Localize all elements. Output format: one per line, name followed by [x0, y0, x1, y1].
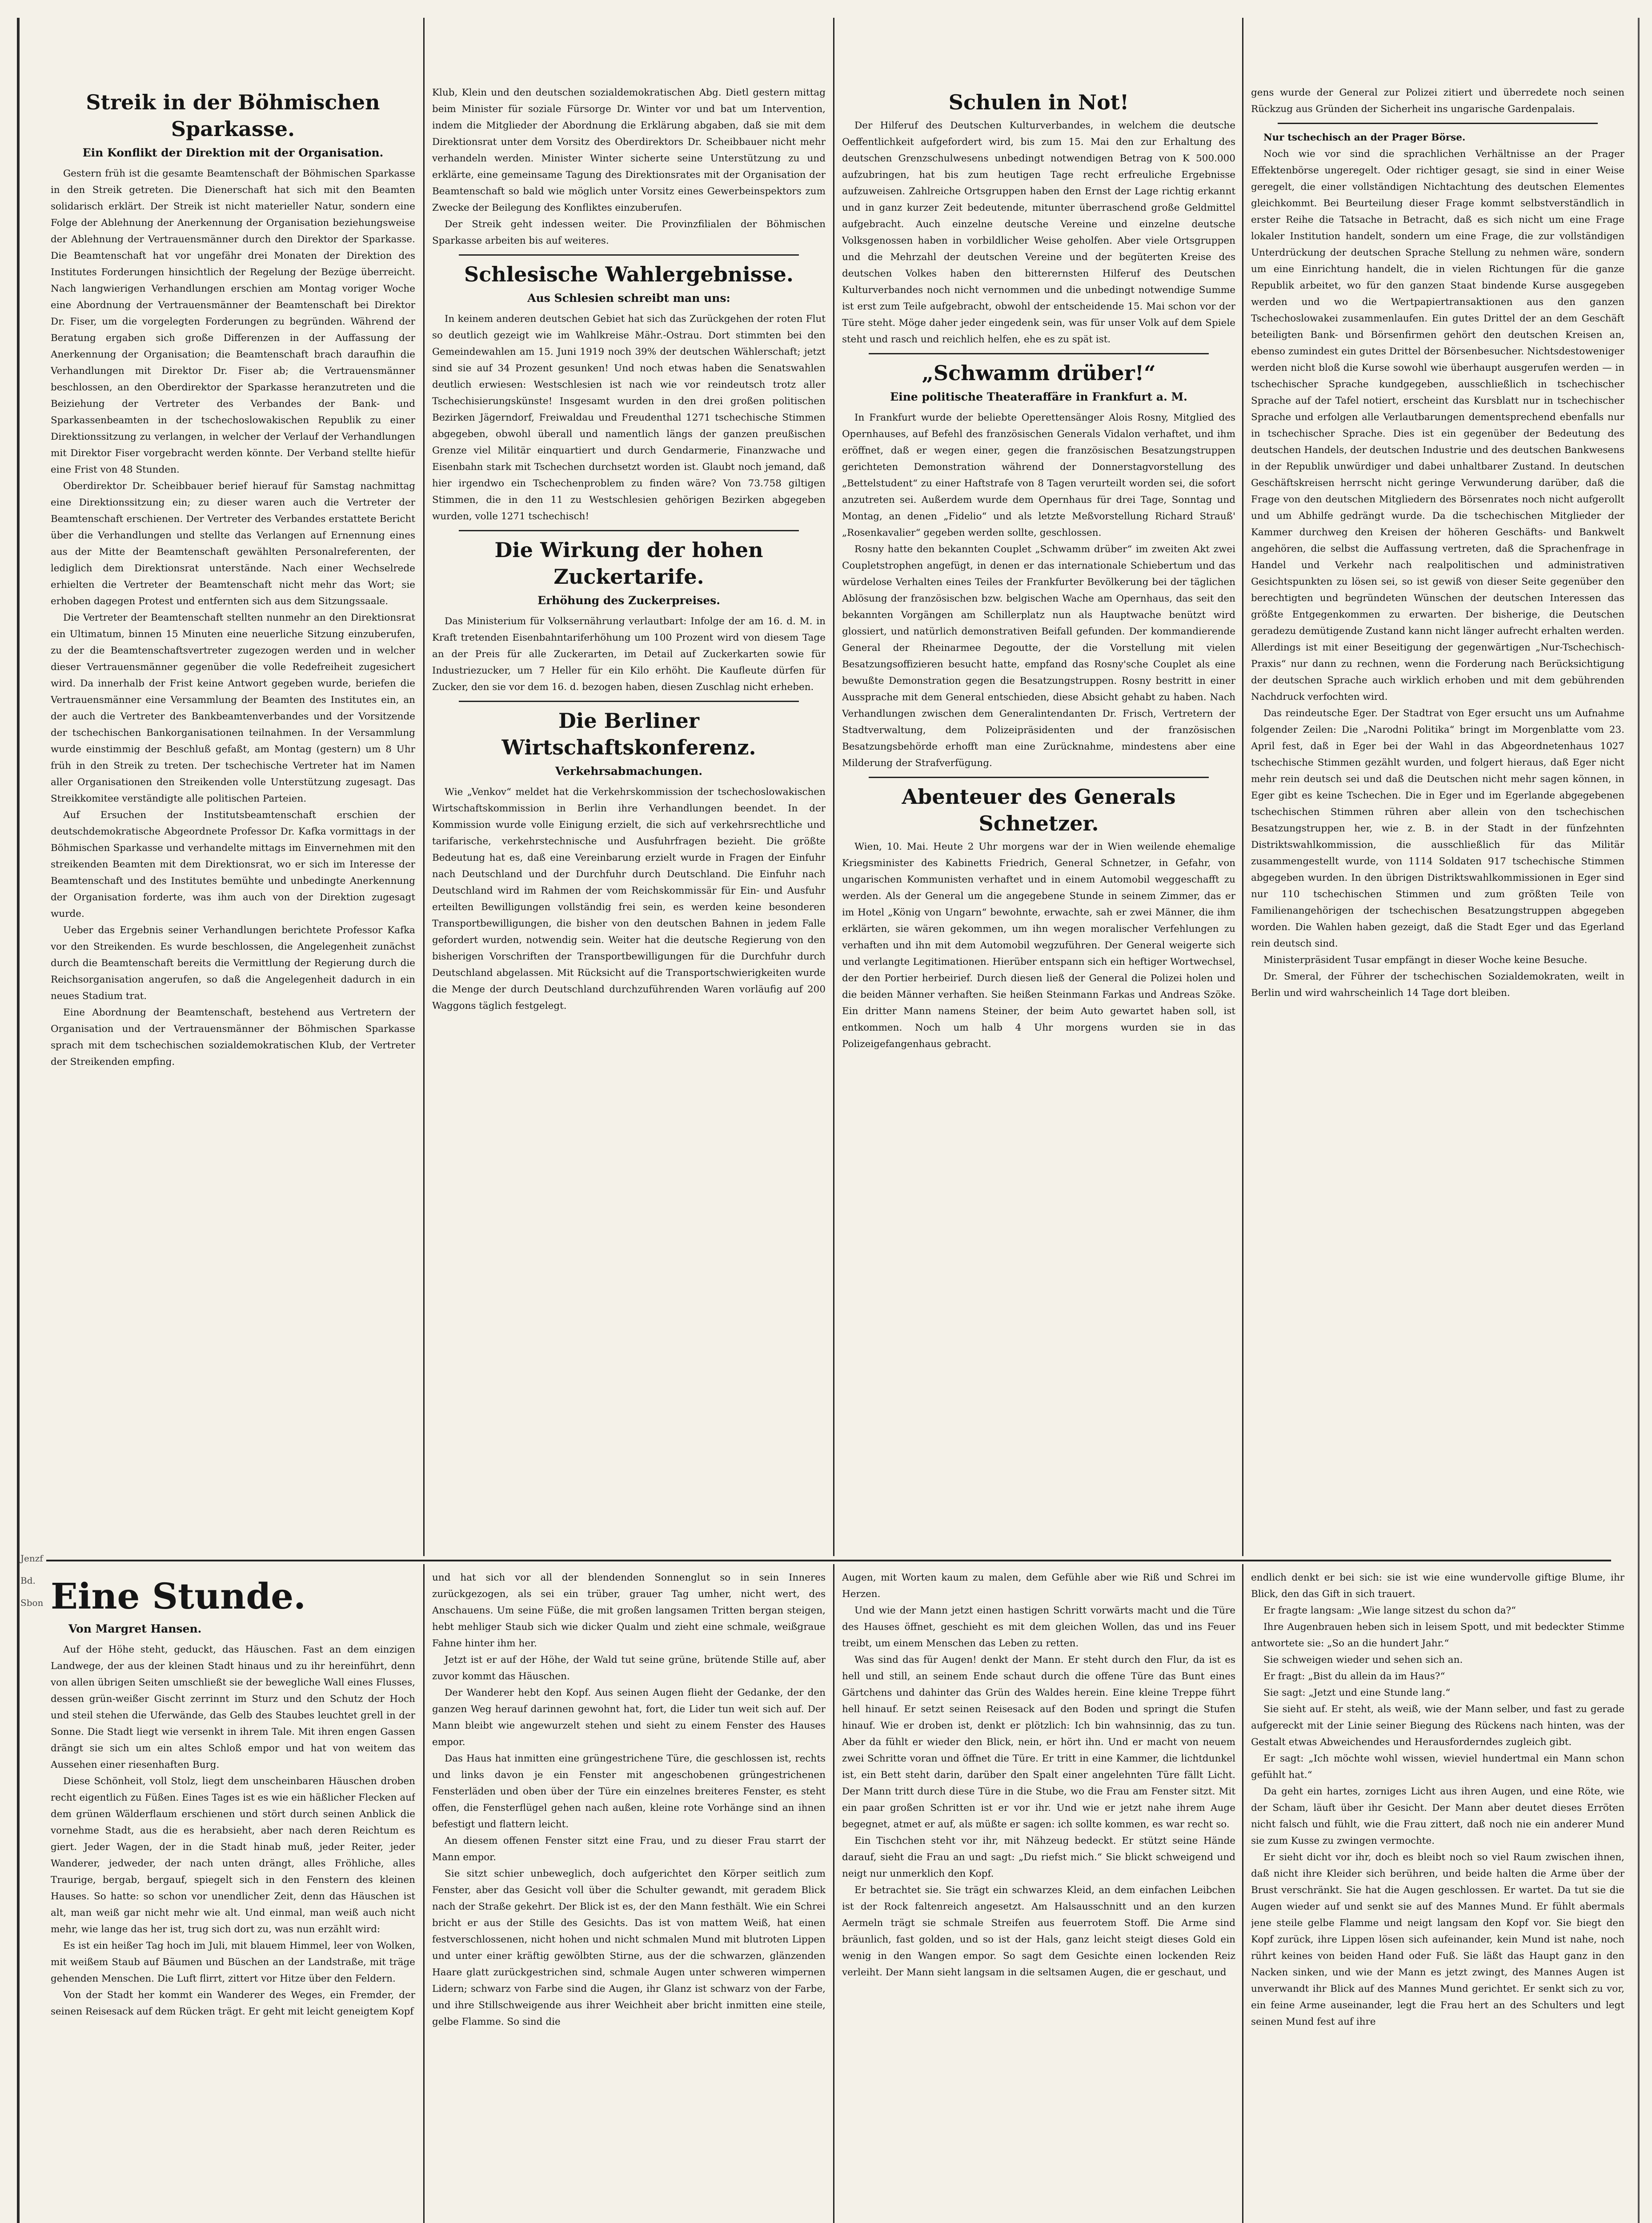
- subtitle-wirtschaftskonferenz: Verkehrsabmachungen.: [555, 765, 703, 778]
- article-paragraph: Noch wie vor sind die sprachlichen Verhältnisse an der Prager Effektenbörse ungeregelt. Oder richtiger gesagt, sie sind in einer Weise geregelt, die einer vollständigen Nichtachtung des deutschen Elementes gleichkommt. Bei Beurteilung dieser Frage kommt selbstverständlich in erster Reihe die Tatsache in Betracht, daß es sich nicht um eine Frage lokaler Institution handelt, sondern um eine Frage, die zur vollständigen Unterdrückung der deutschen Sprache Stellung zu nehmen wäre, sondern um eine Einrichtung handelt, die in vielen Richtungen für die ganze Republik arbeitet, wo für den ganzen Staat bindende Kurse ausgegeben werden und wo die Wertpapiertransaktionen aus den ganzen Tschechoslowakei zusammenlaufen. Ein gutes Drittel der an dem Geschäft beteiligten Bank- und Börsenfirmen gehört den deutschen Kreisen an, ebenso zumindest ein gutes Drittel der Börsenbesucher. Nichtsdestoweniger werden nicht bloß die Kurse sowohl wie überhaupt ausgerufen werden — in tschechischer Sprache kundgegeben, ausschließlich in tschechischer Sprache auf der Tafel notiert, erscheint das Kursblatt nur in tschechischer Sprache und erfolgen alle Verlautbarungen dementsprechend ebenfalls nur in tschechischer Sprache. Dies ist ein gegenüber der Bedeutung des deutschen Handels, der deutschen Industrie und des deutschen Bankwesens in der Republik unwürdiger und dabei unhaltbarer Zustand. In deutschen Geschäftskreisen herrscht nicht geringe Verwunderung darüber, daß die Frage von den deutschen Mitgliedern des Börsenrates noch nicht aufgerollt und um Abhilfe gedrängt wurde. Da die tschechischen Mitglieder der Kammer durchweg den Kreisen der höheren Geschäfts- und Bankwelt angehören, die selbst die Auffassung vertreten, daß die Sprachenfrage in Handel und Verkehr nach realpolitischen und administrativen Gesichtspunkten zu lösen sei, so ist gewiß von dieser Seite gegenüber den berechtigten und begründeten Wünschen der deutschen Interessen das größte Entgegenkommen zu erwarten. Der bisherige, die Deutschen geradezu demütigende Zustand kann nicht länger aufrecht erhalten werden. Allerdings ist mit einer Beseitigung der gegenwärtigen „Nur-Tschechisch-Praxis“ nur dann zu rechnen, wenn die Forderung nach Berücksichtigung der deutschen Sprache auch wirklich erhoben und mit dem gebührenden Nachdruck verfochten wird.: [1251, 148, 1624, 702]
- top-column-1: [51, 84, 415, 1554]
- article-paragraph: Das Ministerium für Volksernährung verlautbart: Infolge der am 16. d. M. in Kraft tretenden Eisenbahntariferhöhung um 100 Prozent wird von diesem Tage an der Preis für alle Zuckerarten, im Detail auf Zuckerkarten sowie für Industriezucker, um 7 Heller für ein Kilo erhöht. Die Kaufleute dürfen für Zucker, den sie vor dem 16. d. bezogen haben, diesen Zuschlag nicht erheben.: [432, 616, 826, 693]
- headline-abenteuer: Abenteuer des Generals Schnetzer.: [902, 785, 1176, 835]
- subtitle-wahlergebnisse: Aus Schlesien schreibt man uns:: [527, 292, 730, 305]
- story-paragraph: Ihre Augenbrauen heben sich in leisem Spott, und mit bedeckter Stimme antwortete sie: „So an die hundert Jahr.“: [1251, 1621, 1624, 1649]
- margin-mark: Sbon: [20, 1597, 44, 1608]
- story-paragraph: Er betrachtet sie. Sie trägt ein schwarzes Kleid, an dem einfachen Leibchen ist der Rock faltenreich angesetzt. Am Halsausschnitt und an den kurzen Aermeln trägt sie schmale Streifen aus feuerrotem Stoff. Die Arme sind bräunlich, fast golden, und so ist der Hals, ganz leicht steigt dieses Gold ein wenig in den Wangen empor. So sagt dem Gesichte einen lockenden Reiz verleiht. Der Mann sieht langsam in die seltsamen Augen, die er geschaut, und: [842, 1885, 1235, 1978]
- top-column-3: [842, 84, 1235, 1554]
- article-separator: [869, 777, 1209, 778]
- article-separator: [869, 353, 1209, 354]
- article-paragraph: Wien, 10. Mai. Heute 2 Uhr morgens war der in Wien weilende ehemalige Kriegsminister des Kabinetts Friedrich, General Schnetzer, in Gefahr, von ungarischen Kommunisten verhaftet und in einem Automobil weggeschafft zu werden. Als der General um die angegebene Stunde in seinem Zimmer, das er im Hotel „König von Ungarn“ bewohnte, erwachte, sah er zwei Männer, die ihm erklärten, sie wären gekommen, um ihn wegen moralischer Verfehlungen zu verhaften und ihn mit dem Automobil wegzuführen. Der General weigerte sich und verlangte Legitimationen. Hierüber entspann sich ein heftiger Wortwechsel, der den Portier herbeirief. Durch diesen ließ der General die Polizei holen und die beiden Männer verhaften. Sie heißen Steinmann Farkas und Andreas Szöke. Ein dritter Mann namens Steiner, der beim Auto gewartet haben soll, ist entkommen. Noch um halb 4 Uhr morgens wurden sie in das Polizeigefangenhaus gebracht.: [842, 841, 1235, 1050]
- story-paragraph: An diesem offenen Fenster sitzt eine Frau, und zu dieser Frau starrt der Mann empor.: [432, 1835, 826, 1863]
- story-paragraph: endlich denkt er bei sich: sie ist wie eine wundervolle giftige Blume, ihr Blick, den das Gift in sich trauert.: [1251, 1572, 1624, 1600]
- article-paragraph: Wie „Venkov“ meldet hat die Verkehrskommission der tschechoslowakischen Wirtschaftskommission in Berlin ihre Verhandlungen beendet. In der Kommission wurde volle Einigung erzielt, die sich auf verkehrsrechtliche und tarifarische, verkehrstechnische und Ausfuhrfragen bezieht. Die größte Bedeutung hat es, daß eine Vereinbarung erzielt wurde in Fragen der Einfuhr nach Deutschland und der Durchfuhr durch Deutschland. Die Einfuhr nach Deutschland wird im Rahmen der vom Reichskommissär für Ein- und Ausfuhr erteilten Bewilligungen vollständig frei sein, es werden keine besonderen Transportbewilligungen, die bisher von den deutschen Bahnen in jedem Falle gefordert wurden, notwendig sein. Weiter hat die deutsche Regierung von den bisherigen Vorschriften der Transportbewilligungen für die Durchfuhr durch Deutschland abgelassen. Mit Rücksicht auf die Transportschwierigkeiten wurde die Menge der durch Deutschland durchzuführenden Waren vorläufig auf 200 Waggons täglich festgelegt.: [432, 786, 826, 1011]
- article-paragraph: Rosny hatte den bekannten Couplet „Schwamm drüber“ im zweiten Akt zwei Coupletstrophen angefügt, in denen er das internationale Schiebertum und das würdelose Verhalten eines Teiles der Frankfurter Bevölkerung bei der täglichen Ablösung der französischen bzw. belgischen Wache am Opernhaus, das seit den bekannten Vorgängen am Schillerplatz nun als Hauptwache benützt wird glossiert, und natürlich demonstrativen Beifall gefunden. Der kommandierende General der Rheinarmee Degoutte, der die Vorstellung mit vielen Besatzungsoffizieren besucht hatte, empfand das Rosny'sche Couplet als eine bewußte Demonstration gegen die Besatzungstruppen. Rosny bestritt in einer Aussprache mit dem General entschieden, diese Absicht gehabt zu haben. Nach Verhandlungen zwischen dem Generalintendanten Dr. Frisch, Vertretern der Stadtverwaltung, dem Polizeipräsidenten und der französischen Besatzungsbehörde erhofft man eine Zurücknahme, mindestens aber eine Milderung der Strafverfügung.: [842, 544, 1235, 769]
- feuilleton-column-4: [1251, 1569, 1624, 2223]
- column-rule: [1242, 18, 1243, 1556]
- article-paragraph-headline: Nur tschechisch an der Prager Börse.: [1263, 132, 1466, 143]
- article-paragraph: Ueber das Ergebnis seiner Verhandlungen berichtete Professor Kafka vor den Streikenden. Es wurde beschlossen, die Angelegenheit zunächst durch die Beamtenschaft bereits die Vermittlung der Regierung durch die Reichsorganisation angerufen, so daß die Angelegenheit dadurch in ein neues Stadium trat.: [51, 925, 415, 1002]
- headline-zuckertarife: Die Wirkung der hohen Zuckertarife.: [494, 538, 763, 589]
- headline-schwamm: „Schwamm drüber!“: [922, 361, 1156, 385]
- column-rule: [423, 1564, 425, 2223]
- story-paragraph: Und wie der Mann jetzt einen hastigen Schritt vorwärts macht und die Türe des Hauses öffnet, geschieht es mit dem gleichen Wollen, das und ins Feuer treibt, um einem Menschen das Leben zu retten.: [842, 1605, 1235, 1649]
- feuilleton-headline: Eine Stunde.: [51, 1575, 306, 1617]
- column-rule: [1242, 1564, 1243, 2223]
- top-column-2: [432, 84, 826, 1554]
- story-paragraph: Auf der Höhe steht, geduckt, das Häuschen. Fast an dem einzigen Landwege, der aus der kleinen Stadt hinaus und zu ihr hereinführt, denn von allen übrigen Seiten umschließt sie der bewegliche Wall eines Flusses, dessen grün-weißer Gischt zerrinnt im Sturz und den Schutz der Hoch und steil stehen die Uferwände, das Gelb des Staubes leuchtet grell in der Sonne. Die Stadt liegt wie versenkt in ihrem Tale. Mit ihren engen Gassen drängt sie sich um ein altes Schloß empor und hat von weitem das Aussehen einer riesenhaften Burg.: [51, 1644, 415, 1770]
- story-paragraph: Ein Tischchen steht vor ihr, mit Nähzeug bedeckt. Er stützt seine Hände darauf, sieht die Frau an und sagt: „Du riefst mich.“ Sie blickt schweigend und neigt nur unmerklich den Kopf.: [842, 1835, 1235, 1879]
- story-paragraph: Der Wanderer hebt den Kopf. Aus seinen Augen flieht der Gedanke, der den ganzen Weg herauf darinnen gewohnt hat, fort, die Lider tun weit sich auf. Der Mann bleibt wie angewurzelt stehen und sieht zu einem Fenster des Hauses empor.: [432, 1687, 826, 1748]
- newspaper-page: [17, 18, 1640, 2223]
- margin-mark: Bd.: [20, 1575, 36, 1586]
- story-paragraph: Das Haus hat inmitten eine grüngestrichene Türe, die geschlossen ist, rechts und links davon je ein Fenster mit angeschobenen grüngestrichenen Fensterläden und oben über der Türe ein einzelnes breiteres Fenster, es steht offen, die Fensterflügel gehen nach außen, kleine rote Vorhänge sind an ihnen befestigt und flattern leicht.: [432, 1753, 826, 1830]
- headline-schulen: Schulen in Not!: [948, 90, 1129, 114]
- feuilleton-column-3: [842, 1569, 1235, 2223]
- article-paragraph: In keinem anderen deutschen Gebiet hat sich das Zurückgehen der roten Flut so deutlich gezeigt wie im Wahlkreise Mähr.-Ostrau. Dort stimmten bei den Gemeindewahlen am 15. Juni 1919 noch 39% der deutschen Wählerschaft; jetzt sind sie auf 34 Prozent gesunken! Und noch etwas haben die Senatswahlen deutlich erwiesen: Westschlesien ist nach wie vor reindeutsch trotz aller Tschechisierungskünste! Insgesamt wurden in den drei großen politischen Bezirken Jägerndorf, Freiwaldau und Freudenthal 1271 tschechische Stimmen abgegeben, obwohl überall und namentlich längs der ganzen preußischen Grenze viel Militär einquartiert und durch Gendarmerie, Finanzwache und Eisenbahn stark mit Tschechen durchsetzt worden ist. Glaubt noch jemand, daß hier irgendwo ein Tschechenproblem zu finden wäre? Von 73.758 giltigen Stimmen, die in den 11 zu Westschlesien gehörigen Bezirken abgegeben wurden, volle 1271 tschechisch!: [432, 313, 826, 522]
- article-paragraph: Oberdirektor Dr. Scheibbauer berief hierauf für Samstag nachmittag eine Direktionssitzung ein; zu dieser waren auch die Vertreter der Beamtenschaft erschienen. Der Vertreter des Verbandes erstattete Bericht über die Verhandlungen und stellte das Verlangen auf Ernennung eines aus der Mitte der Beamtenschaft gewählten Personalreferenten, der lediglich dem Direktionsrat unterstände. Nach einer Wechselrede erhielten die Vertreter der Beamtenschaft nicht mehr das Wort; sie erhoben dagegen Protest und entfernten sich aus dem Sitzungssaale.: [51, 481, 415, 607]
- column-rule: [423, 18, 425, 1556]
- story-paragraph: Sie sitzt schier unbeweglich, doch aufgerichtet den Körper seitlich zum Fenster, aber das Gesicht voll über die Schulter gewandt, mit geradem Blick nach der Straße gekehrt. Der Blick ist es, der den Mann festhält. Wie ein Schrei bricht er aus der Stille des Gesichts. Das ist von mattem Weiß, hat einen festverschlossenen, nicht hohen und nicht schmalen Mund mit blutroten Lippen und unter einer kräftig gewölbten Stirne, aus der die schwarzen, glänzenden Haare glatt zurückgestrichen sind, schmale Augen unter schweren wimpernen Lidern; schwarz von Farbe sind die Augen, ihr Glanz ist schwarz von der Farbe, und ihre Stillschweigende aus ihrer Weichheit aber bricht inmitten eine steile, gelbe Flamme. So sind die: [432, 1868, 826, 2027]
- article-separator: [459, 530, 799, 531]
- feuilleton-column-1: [51, 1569, 415, 2223]
- feuilleton-rule: [46, 1560, 1611, 1561]
- column-rule: [833, 18, 834, 1556]
- article-separator: [459, 254, 799, 256]
- subtitle-schwamm: Eine politische Theateraffäre in Frankfurt a. M.: [890, 390, 1187, 403]
- story-paragraph: Augen, mit Worten kaum zu malen, dem Gefühle aber wie Riß und Schrei im Herzen.: [842, 1572, 1235, 1600]
- headline-streik: Streik in der Böhmischen Sparkasse.: [86, 90, 380, 141]
- story-paragraph: Es ist ein heißer Tag hoch im Juli, mit blauem Himmel, leer von Wolken, mit weißem Staub auf Bäumen und Büschen an der Landstraße, mit träge gehenden Menschen. Die Luft flirrt, zittert vor Hitze über den Feldern.: [51, 1940, 415, 1984]
- article-paragraph: Auf Ersuchen der Institutsbeamtenschaft erschien der deutschdemokratische Abgeordnete Professor Dr. Kafka vormittags in der Böhmischen Sparkasse und verhandelte mittags im Einvernehmen mit den streikenden Beamten mit dem Direktionsrat, wo er sich im Interesse der Beamtenschaft und des Institutes bemühte und unbedingte Anerkennung der Organisation forderte, was ihm auch von der Direktion zugesagt wurde.: [51, 810, 415, 919]
- story-paragraph: Jetzt ist er auf der Höhe, der Wald tut seine grüne, brütende Stille auf, aber zuvor kommt das Häuschen.: [432, 1654, 826, 1682]
- article-paragraph: Das reindeutsche Eger. Der Stadtrat von Eger ersucht uns um Aufnahme folgender Zeilen: Die „Narodni Politika“ bringt im Morgenblatte vom 23. April fest, daß in Eger bei der Wahl in das Abgeordnetenhaus 1027 tschechische Stimmen gezählt wurden, und folgert hieraus, daß Eger nicht mehr rein deutsch sei und daß die Deutschen nicht mehr sagen können, in Eger gibt es keine Tschechen. Die in Eger und im Egerlande abgegebenen tschechischen Stimmen rühren aber allein von den tschechischen Besatzungstruppen her, wie z. B. in der Stadt in der fünfzehnten Distriktswahlkommission, die ausschließlich für das Militär zusammengestellt wurde, von 1114 Soldaten 917 tschechische Stimmen abgegeben wurden. In den übrigen Distriktswahlkommissionen in Eger sind nur 110 tschechischen Stimmen und zum größten Teile von Familienangehörigen der tschechischen Besatzungstruppen abgegeben worden. Die Wahlen haben gezeigt, daß die Stadt Eger und das Egerland rein deutsch sind.: [1251, 708, 1624, 949]
- story-paragraph: Von der Stadt her kommt ein Wanderer des Weges, ein Fremder, der seinen Reisesack auf dem Rücken trägt. Er geht mit leicht geneigtem Kopf: [51, 1990, 415, 2017]
- top-column-4: [1251, 84, 1624, 1554]
- story-paragraph: Was sind das für Augen! denkt der Mann. Er steht durch den Flur, da ist es hell und still, an seinem Ende schaut durch die offene Türe das Bunt eines Gärtchens und dahinter das Grün des Waldes herein. Eine kleine Treppe führt hell hinauf. Er setzt seinen Reisesack auf den Boden und springt die Stufen hinauf. Wie er droben ist, denkt er plötzlich: Ich bin wahnsinnig, das zu tun. Aber da fühlt er wieder den Blick, nein, er hört ihn. Und er macht von neuem zwei Schritte voran und öffnet die Türe. Er tritt in eine Kammer, die lichtdunkel ist, ein Bett steht darin, darüber den Spalt einer angelehnten Türe fällt Licht. Der Mann tritt durch diese Türe in die Stube, wo die Frau am Fenster sitzt. Mit ein paar großen Schritten ist er vor ihr. Und wie er jetzt nahe ihrem Auge begegnet, atmet er auf, als müßte er sagen: ich sollte kommen, es war recht so.: [842, 1654, 1235, 1830]
- story-paragraph: Sie sieht auf. Er steht, als weiß, wie der Mann selber, und fast zu gerade aufgereckt mit der Linie seiner Biegung des Rückens nach hinten, was der Gestalt etwas Abweichendes und Herausforderndes zugleich gibt.: [1251, 1704, 1624, 1748]
- margin-marks: [20, 1547, 47, 1614]
- subtitle-zuckertarife: Erhöhung des Zuckerpreises.: [537, 594, 720, 607]
- article-paragraph: Gestern früh ist die gesamte Beamtenschaft der Böhmischen Sparkasse in den Streik getreten. Die Dienerschaft hat sich mit den Beamten solidarisch erklärt. Der Streik ist nicht materieller Natur, sondern eine Folge der Ablehnung der Anerkennung der Organisation beziehungsweise der Ablehnung der Vertrauensmänner durch den Direktor der Sparkasse. Die Beamtenschaft hat vor ungefähr drei Monaten der Direktion des Institutes Forderungen hinsichtlich der Regelung der Bezüge überreicht. Nach langwierigen Verhandlungen erschien am Montag voriger Woche eine Abordnung der Vertrauensmänner der Beamtenschaft bei Direktor Dr. Fiser, um die vorgelegten Forderungen zu begründen. Während der Beratung ergaben sich große Differenzen in der Auffassung der Anerkennung der Organisation; die Beamtenschaft brach daraufhin die Verhandlungen mit Direktor Dr. Fiser ab; die Vertrauensmänner beschlossen, an den Oberdirektor der Sparkasse heranzutreten und die Beiziehung der Vertreter des Verbandes der Bank- und Sparkassenbeamten in der tschechoslowakischen Republik zu einer Direktionssitzung zu verlangen, in welcher der Verlauf der Verhandlungen mit Direktor Fiser vorgebracht werden könnte. Der Verband stellte hiefür eine Frist von 48 Stunden.: [51, 168, 415, 475]
- feuilleton-column-2: [432, 1569, 826, 2223]
- story-paragraph: Diese Schönheit, voll Stolz, liegt dem unscheinbaren Häuschen droben recht eigentlich zu Füßen. Eines Tages ist es wie ein häßlicher Flecken auf dem grünen Wälderflaum erschienen und stört durch seinen Anblick die vornehme Stadt, aus die es herabsieht, aber nach deren Reichtum es giert. Jeder Wagen, der in die Stadt hinab muß, jeder Reiter, jeder Wanderer, jedweder, der nach unten drängt, alles Fröhliche, alles Traurige, bergab, bergauf, spiegelt sich in den Fenstern des kleinen Hauses. So hatte: so schon vor unendlicher Zeit, denn das Häuschen ist alt, man weiß gar nicht mehr wie alt. Und einmal, man weiß auch nicht mehr, wie lange das her ist, trug sich dort zu, was nun erzählt wird:: [51, 1776, 415, 1935]
- article-paragraph: Dr. Smeral, der Führer der tschechischen Sozialdemokraten, weilt in Berlin und wird wahrscheinlich 14 Tage dort bleiben.: [1251, 971, 1624, 999]
- margin-mark: Jenzf: [20, 1553, 43, 1564]
- story-paragraph: und hat sich vor all der blendenden Sonnenglut so in sein Inneres zurückgezogen, als sei ein trüber, grauer Tag umher, nicht wert, des Anschauens. Um seine Füße, die mit großen langsamen Tritten bergan steigen, hebt mehliger Staub sich wie dicker Qualm und zieht eine schmale, weißgraue Fahne hinter ihm her.: [432, 1572, 826, 1649]
- article-paragraph: Ministerpräsident Tusar empfängt in dieser Woche keine Besuche.: [1263, 955, 1588, 966]
- story-paragraph: Er sagt: „Ich möchte wohl wissen, wieviel hundertmal ein Mann schon gefühlt hat.“: [1251, 1753, 1624, 1781]
- subtitle-streik: Ein Konflikt der Direktion mit der Organisation.: [82, 146, 384, 159]
- article-paragraph: Der Hilferuf des Deutschen Kulturverbandes, in welchem die deutsche Oeffentlichkeit aufgefordert wird, bis zum 15. Mai den zur Erhaltung des deutschen Grenzschulwesens unbedingt notwendigen Betrag von K 500.000 aufzubringen, hat bis zum heutigen Tage recht erfreuliche Ergebnisse aufzuweisen. Zahlreiche Ortsgruppen haben den Ernst der Lage richtig erkannt und in ganz kurzer Zeit bedeutende, mitunter überraschend große Geldmittel aufgebracht. Auch einzelne deutsche Vereine und einzelne deutsche Volksgenossen haben in vorbildlicher Weise geholfen. Aber viele Ortsgruppen und die Mehrzahl der deutschen Vereine und der begüterten Kreise des deutschen Volkes haben den bitterernsten Hilferuf des Deutschen Kulturverbandes noch nicht vernommen und die unbedingt notwendige Summe ist erst zum Teile aufgebracht, obwohl der entscheidende 15. Mai schon vor der Türe steht. Möge daher jeder eingedenk sein, was für unser Volk auf dem Spiele steht und rasch und reichlich helfen, ehe es zu spät ist.: [842, 120, 1235, 345]
- headline-wirtschaftskonferenz: Die Berliner Wirtschaftskonferenz.: [501, 709, 756, 759]
- article-paragraph: gens wurde der General zur Polizei zitiert und überredete noch seinen Rückzug aus Gründen der Sicherheit ins ungarische Gardenpalais.: [1251, 87, 1624, 115]
- article-separator: [1278, 123, 1598, 124]
- story-paragraph: Er fragte langsam: „Wie lange sitzest du schon da?“: [1263, 1605, 1516, 1616]
- headline-wahlergebnisse: Schlesische Wahlergebnisse.: [464, 262, 794, 286]
- article-paragraph: Eine Abordnung der Beamtenschaft, bestehend aus Vertretern der Organisation und der Vertrauensmänner der Böhmischen Sparkasse sprach mit dem tschechischen sozialdemokratischen Klub, der Vertreter der Streikenden empfing.: [51, 1007, 415, 1067]
- feuilleton-byline: Von Margret Hansen.: [68, 1622, 202, 1635]
- article-paragraph: In Frankfurt wurde der beliebte Operettensänger Alois Rosny, Mitglied des Opernhauses, auf Befehl des französischen Generals Vidalon verhaftet, und ihm eröffnet, daß er wegen einer, gegen die französischen Besatzungstruppen gerichteten Demonstration während der Donnerstagvorstellung des „Bettelstudent“ zu einer Haftstrafe von 8 Tagen verurteilt worden sei, die sofort anzutreten sei. Außerdem wurde dem Opernhaus für drei Tage, Sonntag und Montag, an denen „Fidelio“ und als letzte Meßvorstellung Richard Strauß' „Rosenkavalier“ gegeben werden sollte, geschlossen.: [842, 412, 1235, 538]
- article-paragraph: Der Streik geht indessen weiter. Die Provinzfilialen der Böhmischen Sparkasse arbeiten bis auf weiteres.: [432, 219, 826, 246]
- column-rule: [833, 1564, 834, 2223]
- story-paragraph: Er fragt: „Bist du allein da im Haus?“: [1263, 1671, 1445, 1682]
- article-paragraph: Die Vertreter der Beamtenschaft stellten nunmehr an den Direktionsrat ein Ultimatum, binnen 15 Minuten eine neuerliche Sitzung einzuberufen, zu der die Beamtenschaftsvertreter zugezogen werden und in welcher dieser Vertrauensmänner gegenüber die volle Redefreiheit zugesichert wird. Da innerhalb der Frist keine Antwort gegeben wurde, beriefen die Vertrauensmänner eine Versammlung der Beamten des Institutes ein, an der auch die Vertreter des Bankbeamtenverbandes und der Vorsitzende der tschechischen Bankorganisationen teilnahmen. In der Versammlung wurde einstimmig der Beschluß gefaßt, am Montag (gestern) um 8 Uhr früh in den Streik zu treten. Der tschechische Vertreter hat im Namen aller Organisationen den Streikenden volle Unterstützung zugesagt. Das Streikkomitee verständigte alle politischen Parteien.: [51, 612, 415, 804]
- article-separator: [459, 701, 799, 702]
- story-paragraph: Er sieht dicht vor ihr, doch es bleibt noch so viel Raum zwischen ihnen, daß nicht ihre Kleider sich berühren, und beide halten die Arme über der Brust verschränkt. Sie hat die Augen geschlossen. Er wartet. Da tut sie die Augen wieder auf und senkt sie auf des Mannes Mund. Er fühlt abermals jene steile gelbe Flamme und neigt langsam den Kopf vor. Sie biegt den Kopf zurück, ihre Lippen lösen sich aufeinander, kein Mund ist nahe, noch rührt keines von beiden Hand oder Fuß. Sie läßt das Haupt ganz in den Nacken sinken, und wie der Mann es jetzt zwingt, des Mannes Augen ist unverwandt ihr Blick auf des Mannes Mund gerichtet. Er senkt sich zu vor, ein feine Arme auseinander, legt die Frau hert an des Schulters und legt seinen Mund fest auf ihre: [1251, 1852, 1624, 2027]
- article-paragraph: Klub, Klein und den deutschen sozialdemokratischen Abg. Dietl gestern mittag beim Minister für soziale Fürsorge Dr. Winter vor und bat um Intervention, indem die Mitglieder der Abordnung die Erklärung abgaben, daß sie mit dem Direktionsrat unter dem Vorsitz des Oberdirektors Dr. Scheibbauer nicht mehr verhandeln werden. Minister Winter sicherte seine Unterstützung zu und erklärte, eine gemeinsame Tagung des Direktionsrates mit der Organisation der Beamtenschaft so bald wie möglich unter Vorsitz eines Gewerbeinspektors zum Zwecke der Beilegung des Konfliktes einzuberufen.: [432, 87, 826, 213]
- story-paragraph: Da geht ein hartes, zorniges Licht aus ihren Augen, und eine Röte, wie der Scham, läuft über ihr Gesicht. Der Mann aber deutet dieses Erröten nicht falsch und fühlt, wie die Frau zittert, daß noch nie ein anderer Mund sie zum Kusse zu zwingen vermochte.: [1251, 1786, 1624, 1846]
- story-paragraph: Sie sagt: „Jetzt und eine Stunde lang.“: [1263, 1687, 1451, 1698]
- story-paragraph: Sie schweigen wieder und sehen sich an.: [1263, 1654, 1463, 1665]
